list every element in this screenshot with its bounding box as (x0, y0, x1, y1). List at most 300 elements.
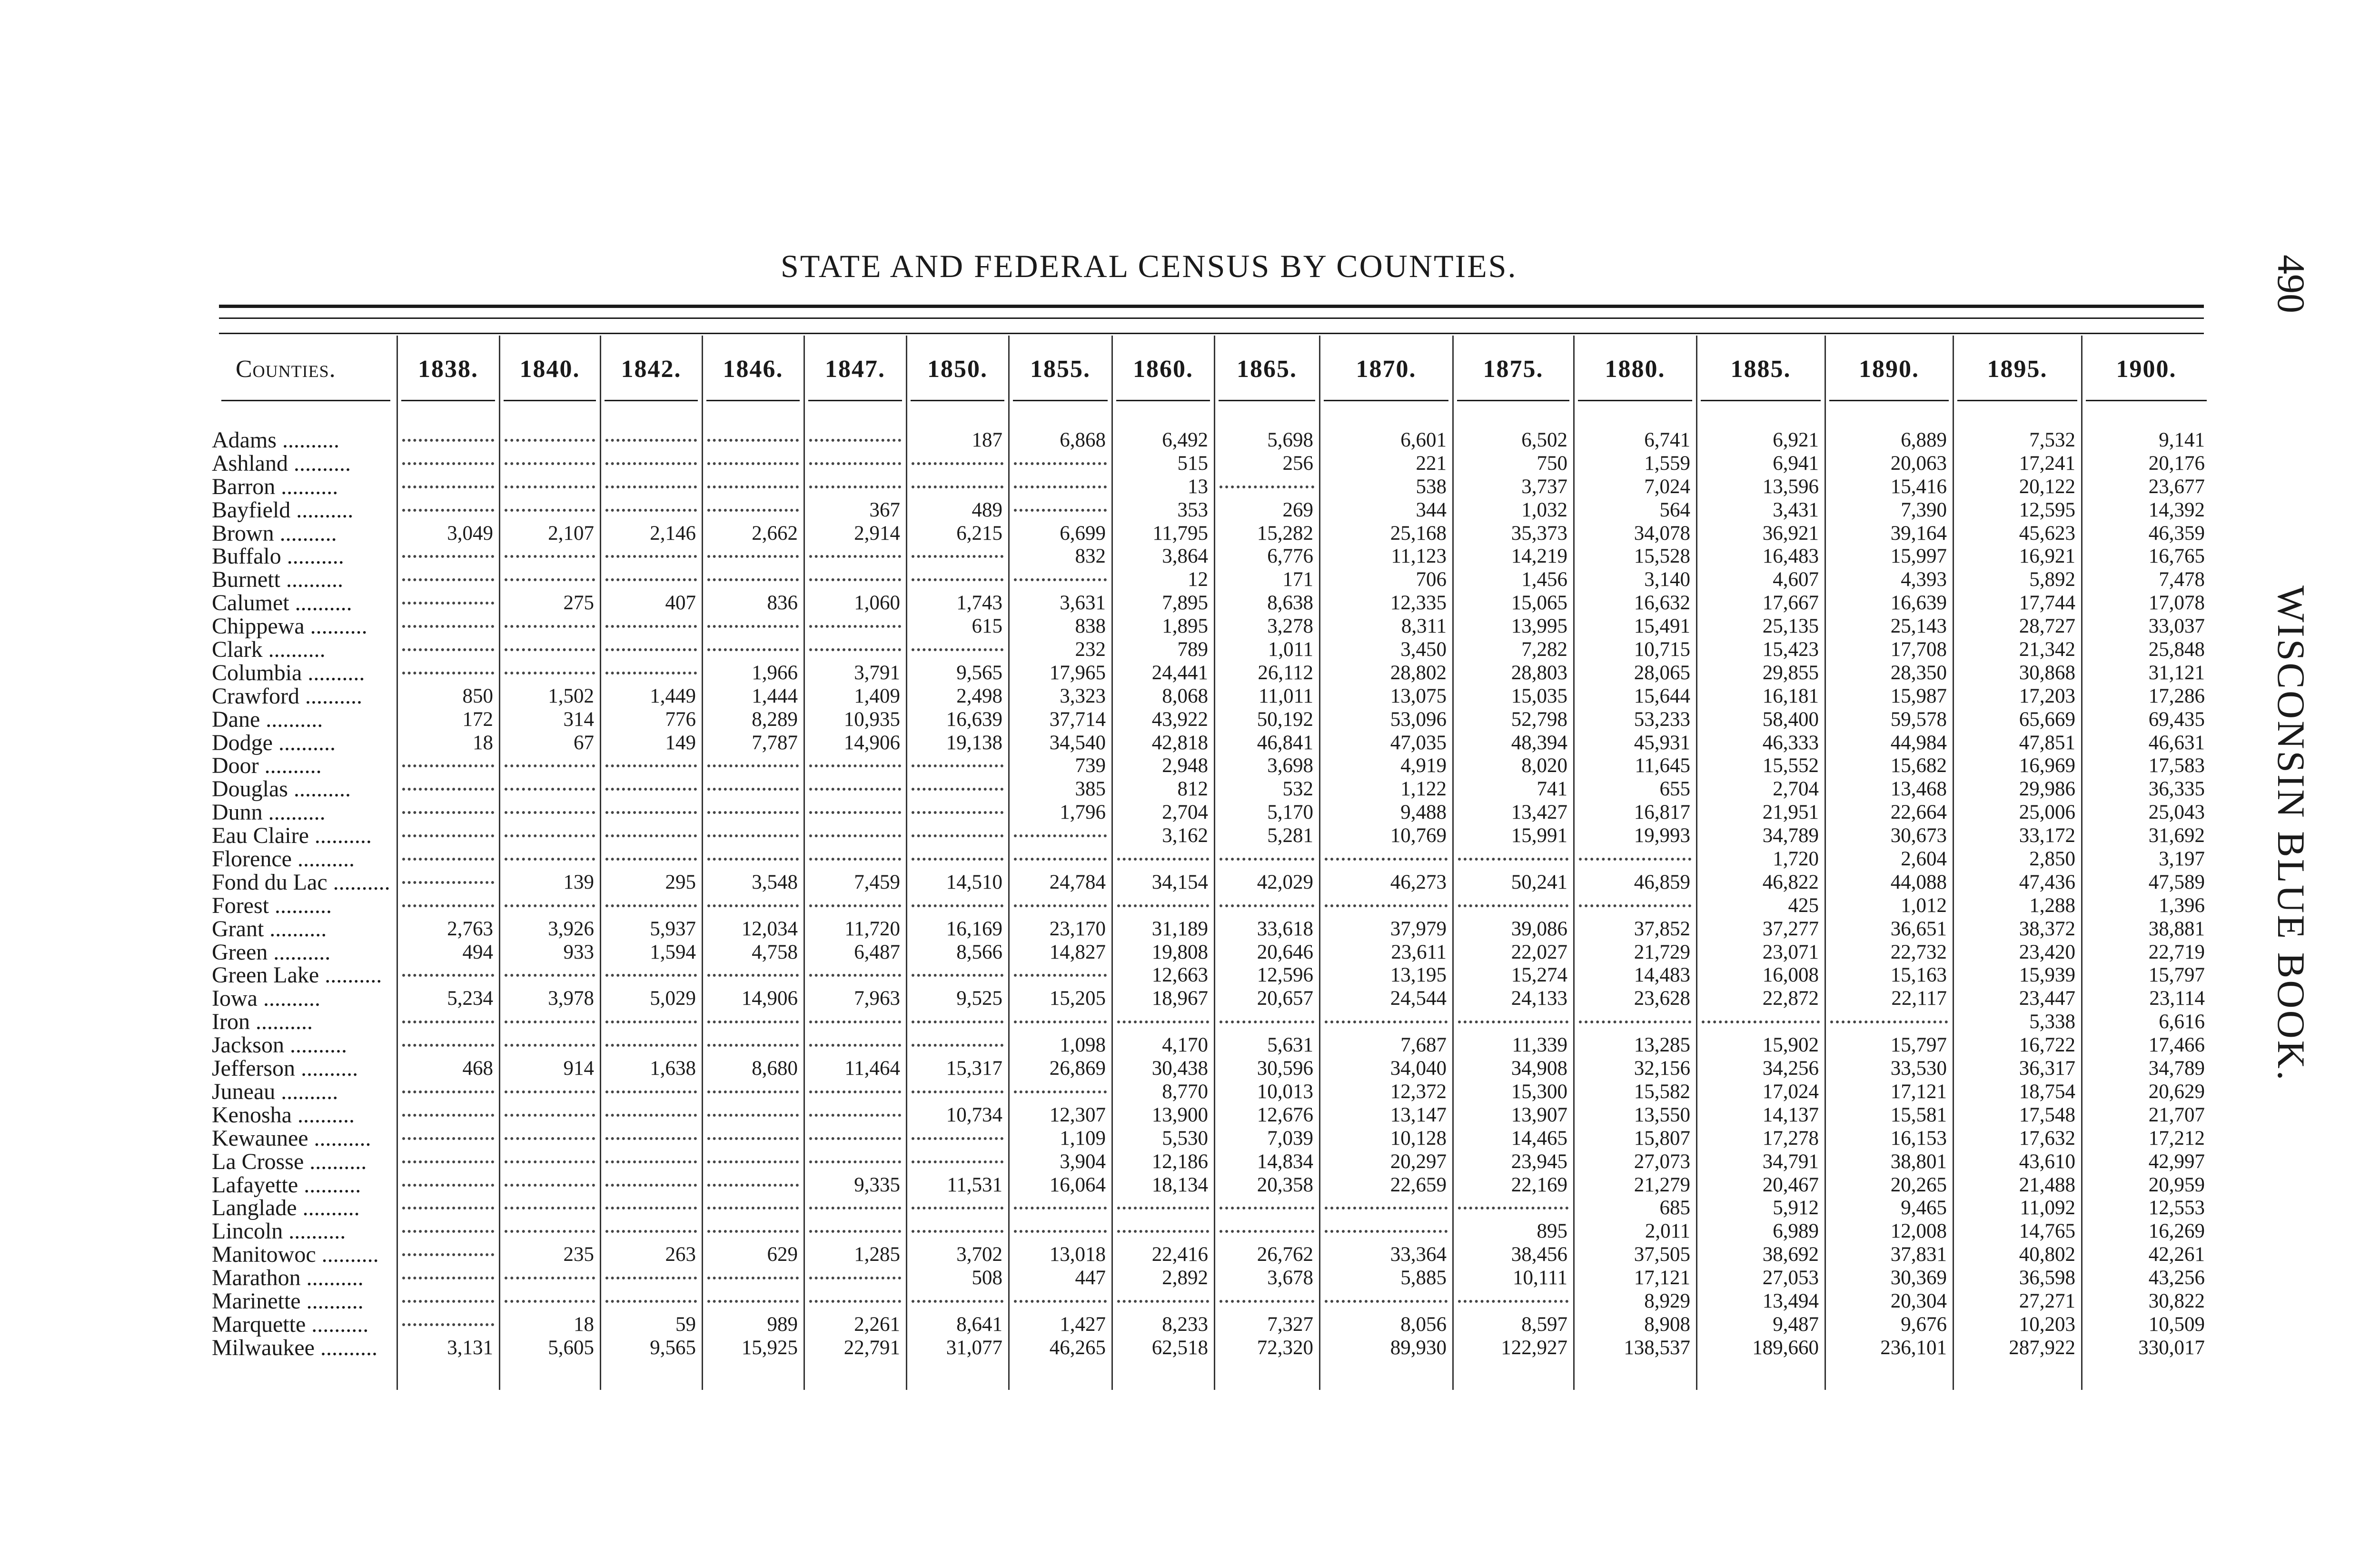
population-cell (397, 1173, 499, 1197)
population-value: 22,117 (1891, 987, 1947, 1010)
county-name (212, 1057, 383, 1080)
population-cell (907, 684, 1008, 708)
population-value: 10,203 (2019, 1313, 2075, 1336)
population-value: 22,719 (2148, 941, 2205, 963)
population-value: 5,281 (1267, 824, 1313, 847)
dot-leader: .......... (304, 614, 367, 639)
population-cell (1215, 1080, 1319, 1103)
header-year: 1890. (1859, 355, 1919, 383)
population-cell (804, 754, 906, 777)
population-cell (1954, 1336, 2081, 1359)
population-cell (500, 963, 600, 987)
population-cell (2082, 1289, 2211, 1313)
population-value: 72,320 (1257, 1336, 1313, 1359)
population-cell (703, 847, 803, 871)
population-value: 3,978 (548, 987, 594, 1010)
population-cell (1453, 498, 1573, 522)
population-cell (1215, 754, 1319, 777)
empty-dots (402, 1323, 494, 1326)
population-cell (1215, 498, 1319, 522)
population-value: 5,631 (1267, 1034, 1313, 1057)
population-cell (601, 1266, 702, 1289)
population-cell (1453, 917, 1573, 941)
population-value: 27,053 (1762, 1267, 1819, 1289)
population-cell (907, 1289, 1008, 1313)
empty-dots (707, 1160, 799, 1163)
population-cell (1215, 1127, 1319, 1150)
county-label: Lincoln (212, 1219, 283, 1244)
population-value: 1,594 (650, 941, 696, 963)
table-row (0, 1173, 2380, 1197)
population-value: 20,646 (1257, 941, 1313, 963)
population-cell (1320, 1080, 1452, 1103)
empty-dots (912, 648, 1003, 651)
population-cell (500, 452, 600, 475)
empty-dots (605, 486, 697, 488)
empty-dots (912, 1207, 1003, 1209)
population-cell (1825, 894, 1953, 917)
population-cell (1215, 731, 1319, 754)
population-value: 14,827 (1049, 941, 1106, 963)
population-cell (2082, 452, 2211, 475)
population-value: 44,984 (1890, 731, 1947, 754)
population-cell (1954, 1196, 2081, 1219)
population-cell (1825, 824, 1953, 847)
population-value: 407 (665, 592, 696, 614)
empty-dots (912, 764, 1003, 767)
population-cell (1112, 894, 1214, 917)
population-cell (907, 754, 1008, 777)
county-label: Clark (212, 637, 263, 663)
empty-dots (605, 1021, 697, 1023)
header-year: 1895. (1987, 355, 2048, 383)
header-underline (2086, 400, 2207, 401)
population-value: 17,667 (1762, 592, 1819, 614)
population-cell (397, 1196, 499, 1219)
table-row (0, 591, 2380, 614)
population-value: 47,035 (1390, 731, 1447, 754)
population-cell (1112, 614, 1214, 638)
population-value: 11,645 (1635, 754, 1690, 777)
population-cell (1009, 1196, 1111, 1219)
population-value: 3,140 (1644, 568, 1690, 591)
population-value: 11,011 (1258, 684, 1313, 707)
population-cell (1320, 661, 1452, 684)
population-cell (1215, 1150, 1319, 1173)
population-value: 43,610 (2019, 1150, 2075, 1173)
population-value: 27,271 (2019, 1289, 2075, 1312)
population-cell (1574, 1127, 1696, 1150)
empty-dots (707, 625, 799, 628)
empty-dots (809, 834, 901, 837)
header-underline (911, 400, 1004, 401)
population-value: 15,205 (1049, 987, 1106, 1010)
population-cell (397, 1080, 499, 1103)
population-cell (703, 614, 803, 638)
population-cell (2082, 498, 2211, 522)
population-cell (703, 638, 803, 661)
empty-dots (707, 1137, 799, 1140)
population-cell (500, 545, 600, 568)
county-label: Iron (212, 1009, 250, 1035)
population-cell (1453, 1010, 1573, 1033)
empty-dots (707, 555, 799, 558)
dot-leader: .......... (258, 753, 322, 779)
population-value: 8,311 (1401, 615, 1447, 638)
population-cell (500, 638, 600, 661)
population-cell (1009, 1103, 1111, 1127)
population-cell (601, 661, 702, 684)
empty-dots (1014, 1230, 1107, 1233)
population-value: 24,784 (1049, 871, 1106, 893)
population-value: 36,317 (2019, 1057, 2075, 1080)
table-row (0, 1219, 2380, 1243)
empty-dots (912, 462, 1003, 465)
population-value: 6,941 (1773, 452, 1819, 475)
empty-dots (402, 1044, 494, 1047)
population-value: 538 (1416, 475, 1447, 498)
population-cell (1574, 1219, 1696, 1243)
population-cell (601, 1103, 702, 1127)
empty-dots (402, 1137, 494, 1140)
empty-dots (707, 486, 799, 488)
population-value: 15,528 (1634, 545, 1690, 568)
population-cell (601, 754, 702, 777)
population-cell (804, 777, 906, 801)
county-label: Calumet (212, 590, 289, 616)
empty-dots (605, 462, 697, 465)
header-top-rule (219, 333, 2204, 334)
population-cell (2082, 1150, 2211, 1173)
population-cell (907, 1127, 1008, 1150)
dot-leader: .......... (268, 939, 331, 965)
population-cell (1453, 871, 1573, 894)
empty-dots (809, 1137, 901, 1140)
empty-dots (505, 1300, 595, 1303)
population-value: 11,339 (1512, 1034, 1567, 1057)
empty-dots (707, 1090, 799, 1093)
dot-leader: .......... (274, 520, 337, 546)
population-value: 11,795 (1152, 522, 1208, 545)
population-cell (500, 614, 600, 638)
population-cell (1112, 824, 1214, 847)
population-cell (1453, 591, 1573, 614)
population-value: 9,465 (1901, 1197, 1947, 1219)
population-cell (1697, 1103, 1825, 1127)
empty-dots (1220, 486, 1314, 488)
column-divider (1319, 336, 1320, 1390)
population-value: 18,967 (1151, 987, 1208, 1010)
empty-dots (605, 1114, 697, 1117)
population-cell (907, 917, 1008, 941)
population-value: 38,801 (1890, 1150, 1947, 1173)
population-cell (1574, 1103, 1696, 1127)
dot-leader: .......... (289, 590, 352, 616)
population-cell (1825, 475, 1953, 498)
population-cell (1954, 1243, 2081, 1266)
population-cell (1825, 591, 1953, 614)
county-name (212, 777, 383, 801)
population-cell (1112, 963, 1214, 987)
population-cell (1697, 894, 1825, 917)
population-value: 20,122 (2019, 475, 2075, 498)
empty-dots (1117, 1021, 1209, 1023)
county-name (212, 638, 383, 661)
population-value: 8,020 (1521, 754, 1567, 777)
empty-dots (505, 578, 595, 581)
population-value: 6,741 (1644, 429, 1690, 451)
population-value: 20,358 (1257, 1173, 1313, 1196)
population-value: 17,466 (2148, 1034, 2205, 1057)
population-cell (2082, 987, 2211, 1010)
population-value: 7,787 (752, 731, 798, 754)
population-value: 171 (1282, 568, 1313, 591)
population-cell (703, 1033, 803, 1057)
population-value: 4,758 (752, 941, 798, 963)
population-cell (1954, 847, 2081, 871)
population-cell (601, 684, 702, 708)
county-name (212, 869, 390, 895)
population-cell (1009, 452, 1111, 475)
population-value: 776 (665, 708, 696, 731)
population-cell (1215, 1336, 1319, 1359)
population-value: 20,176 (2148, 452, 2205, 475)
population-cell (1215, 708, 1319, 731)
population-cell (907, 1057, 1008, 1080)
population-cell (397, 871, 499, 894)
population-cell (1453, 731, 1573, 754)
population-value: 6,492 (1162, 429, 1208, 451)
population-cell (601, 871, 702, 894)
population-cell (1825, 1289, 1953, 1313)
population-cell (1954, 801, 2081, 824)
column-divider (397, 336, 398, 1390)
population-cell (1009, 917, 1111, 941)
county-name (212, 801, 383, 824)
population-cell (1825, 1266, 1953, 1289)
population-value: 14,834 (1257, 1150, 1313, 1173)
population-cell (1320, 545, 1452, 568)
empty-dots (707, 1207, 799, 1209)
population-cell (500, 754, 600, 777)
population-cell (2082, 1243, 2211, 1266)
population-cell (1112, 847, 1214, 871)
population-value: 28,803 (1511, 661, 1567, 684)
empty-dots (809, 462, 901, 465)
population-value: 9,565 (650, 1336, 696, 1359)
population-cell (907, 1313, 1008, 1336)
population-cell (1112, 568, 1214, 591)
population-value: 20,629 (2148, 1080, 2205, 1103)
population-value: 5,338 (2029, 1011, 2075, 1033)
empty-dots (505, 462, 595, 465)
population-value: 23,677 (2148, 475, 2205, 498)
county-label: Door (212, 753, 259, 779)
population-cell (1954, 568, 2081, 591)
population-value: 139 (563, 871, 594, 893)
population-cell (500, 941, 600, 964)
population-value: 615 (972, 615, 1002, 638)
population-cell (1215, 801, 1319, 824)
population-cell (1574, 684, 1696, 708)
population-value: 3,698 (1267, 754, 1313, 777)
population-value: 1,427 (1060, 1313, 1106, 1336)
empty-dots (1117, 1230, 1209, 1233)
population-cell (1954, 987, 2081, 1010)
population-cell (1574, 1150, 1696, 1173)
table-row (0, 661, 2380, 684)
population-value: 17,286 (2148, 684, 2205, 707)
population-value: 3,431 (1773, 498, 1819, 521)
empty-dots (1014, 462, 1107, 465)
population-cell (804, 1127, 906, 1150)
population-cell (1697, 661, 1825, 684)
population-cell (1954, 684, 2081, 708)
population-value: 26,869 (1049, 1057, 1106, 1080)
population-cell (1320, 1033, 1452, 1057)
table-row (0, 522, 2380, 545)
dot-leader: .......... (283, 1219, 346, 1244)
population-value: 29,855 (1762, 661, 1819, 684)
population-value: 65,669 (2019, 708, 2075, 731)
column-divider (1825, 336, 1826, 1390)
population-value: 232 (1075, 638, 1106, 661)
table-row (0, 498, 2380, 522)
population-cell (2082, 1266, 2211, 1289)
population-cell (1112, 731, 1214, 754)
population-value: 3,278 (1267, 615, 1313, 638)
population-cell (703, 871, 803, 894)
empty-dots (912, 858, 1003, 861)
empty-dots (402, 672, 494, 674)
population-value: 515 (1177, 452, 1208, 475)
population-cell (1697, 754, 1825, 777)
dot-leader: .......... (299, 683, 362, 709)
population-cell (1574, 917, 1696, 941)
population-value: 15,282 (1257, 522, 1313, 545)
population-cell (1574, 1173, 1696, 1197)
header-year: 1842. (621, 355, 682, 383)
population-cell (397, 1103, 499, 1127)
population-cell (500, 661, 600, 684)
population-value: 23,945 (1511, 1150, 1567, 1173)
population-cell (804, 1080, 906, 1103)
empty-dots (605, 1207, 697, 1209)
population-cell (1009, 1219, 1111, 1243)
population-value: 46,273 (1390, 871, 1447, 893)
population-value: 25,135 (1762, 615, 1819, 638)
population-value: 6,601 (1400, 429, 1447, 451)
population-cell (1009, 1033, 1111, 1057)
population-value: 9,565 (956, 661, 1002, 684)
empty-dots (1014, 486, 1107, 488)
population-cell (500, 1010, 600, 1033)
population-cell (804, 545, 906, 568)
population-cell (2082, 591, 2211, 614)
population-value: 14,510 (946, 871, 1002, 893)
population-cell (1320, 824, 1452, 847)
population-cell (1574, 963, 1696, 987)
dot-leader: .......... (275, 474, 338, 499)
population-value: 37,714 (1049, 708, 1106, 731)
population-cell (1954, 661, 2081, 684)
empty-dots (605, 834, 697, 837)
population-value: 25,043 (2148, 801, 2205, 824)
population-value: 16,483 (1762, 545, 1819, 568)
population-value: 17,708 (1890, 638, 1947, 661)
population-cell (1574, 1080, 1696, 1103)
population-value: 12,008 (1890, 1220, 1947, 1243)
population-value: 23,420 (2019, 941, 2075, 963)
population-value: 30,673 (1890, 824, 1947, 847)
population-value: 9,488 (1400, 801, 1447, 824)
empty-dots (402, 509, 494, 512)
population-cell (1009, 475, 1111, 498)
population-cell (703, 941, 803, 964)
table-row (0, 1243, 2380, 1266)
population-cell (2082, 1173, 2211, 1197)
population-value: 12,553 (2148, 1197, 2205, 1219)
empty-dots (1014, 904, 1107, 907)
table-row (0, 614, 2380, 638)
table-row (0, 452, 2380, 475)
empty-dots (809, 1114, 901, 1117)
population-cell (1112, 871, 1214, 894)
population-cell (1320, 731, 1452, 754)
population-cell (1954, 1266, 2081, 1289)
header-year: 1855. (1030, 355, 1091, 383)
empty-dots (809, 486, 901, 488)
population-value: 16,969 (2019, 754, 2075, 777)
dot-leader: .......... (302, 660, 365, 685)
population-value: 6,502 (1521, 429, 1567, 451)
empty-dots (912, 788, 1003, 791)
header-year: 1875. (1483, 355, 1544, 383)
population-cell (500, 475, 600, 498)
population-value: 4,393 (1901, 568, 1947, 591)
page-number: 490 (2270, 255, 2313, 313)
empty-dots (809, 788, 901, 791)
column-divider (499, 336, 500, 1390)
county-label: Manitowoc (212, 1242, 316, 1268)
population-cell (1954, 614, 2081, 638)
population-cell (397, 1033, 499, 1057)
population-cell (1825, 498, 1953, 522)
population-value: 2,704 (1162, 801, 1208, 824)
table-row (0, 1266, 2380, 1289)
population-value: 1,444 (752, 684, 798, 707)
population-cell (1009, 847, 1111, 871)
population-cell (1320, 801, 1452, 824)
population-cell (1009, 1057, 1111, 1080)
table-row (0, 1103, 2380, 1127)
population-value: 20,959 (2148, 1173, 2205, 1196)
population-cell (1453, 963, 1573, 987)
header-year: 1860. (1133, 355, 1193, 383)
empty-dots (402, 1277, 494, 1279)
county-label: Columbia (212, 660, 302, 685)
empty-dots (912, 834, 1003, 837)
population-cell (1009, 661, 1111, 684)
population-cell (1574, 428, 1696, 452)
empty-dots (402, 462, 494, 465)
population-value: 7,687 (1400, 1034, 1447, 1057)
population-value: 7,327 (1267, 1313, 1313, 1336)
dot-leader: .......... (280, 567, 343, 593)
population-cell (1954, 522, 2081, 545)
population-value: 18,134 (1151, 1173, 1208, 1196)
county-label: Kenosha (212, 1102, 292, 1128)
